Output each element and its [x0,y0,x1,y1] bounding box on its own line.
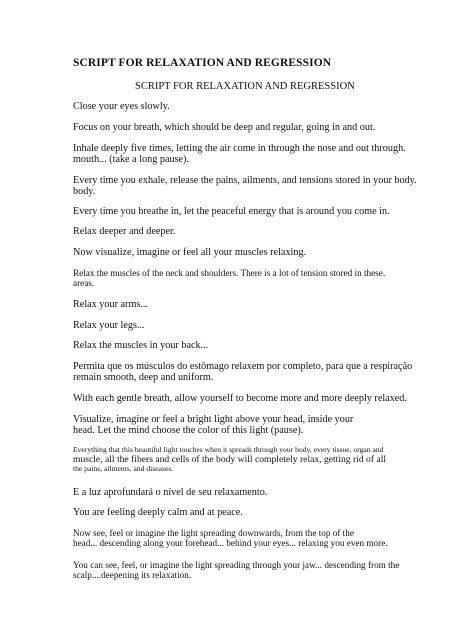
paragraph-line: Inhale deeply five times, letting the air come in through the nose and out through. [73,143,406,154]
paragraph [73,122,413,133]
paragraph [73,175,417,197]
paragraph [73,528,413,548]
paragraph-line: Permita que os músculos do estômago relaxem por completo, para que a respiração [73,361,413,372]
paragraph-line: Everything that this beautiful light touches when it spreads through your body, every tissue, organ and [73,445,384,454]
paragraph-line: head. Let the mind choose the color of this light (pause). [73,425,304,436]
paragraph [73,226,413,237]
paragraph-line: head... descending along your forehead... behind your eyes... relaxing you even more. [73,538,388,548]
paragraph-line: Relax deeper and deeper. [73,226,176,237]
paragraph-line: Relax your legs... [73,320,145,331]
paragraph-line: Visualize, imagine or feel a bright light above your head, inside your [73,414,354,425]
paragraph-line: Every time you exhale, release the pains, ailments, and tensions stored in your body. [73,175,417,186]
paragraph-line: You are feeling deeply calm and at peace. [73,507,243,518]
paragraph-line: Close your eyes slowly. [73,101,170,112]
paragraph [73,247,413,258]
paragraph [73,361,413,383]
paragraph [73,299,413,310]
paragraph [73,206,413,217]
paragraph-line: scalp....deepening its relaxation. [73,570,192,580]
paragraph [73,143,413,165]
document-subtitle: SCRIPT FOR RELAXATION AND REGRESSION [135,81,355,92]
paragraph [73,268,413,288]
paragraph [73,340,413,351]
paragraph [73,101,413,112]
paragraph-line: Focus on your breath, which should be deep and regular, going in and out. [73,122,376,133]
paragraph-line: Now see, feel or imagine the light spreading downwards, from the top of the [73,528,354,538]
paragraph-line: muscle, all the fibers and cells of the body will completely relax, getting rid of all [73,453,387,465]
paragraph-line: E a luz aprofundará o nível de seu relaxamento. [73,487,268,498]
paragraph [73,560,413,580]
paragraph-line: body. [73,186,96,197]
paragraph-line: You can see, feel, or imagine the light spreading through your jaw... descending from the [73,560,400,570]
paragraph [73,414,413,436]
paragraph [73,445,413,474]
paragraph-line: remain smooth, deep and uniform. [73,372,214,383]
paragraph-line: Every time you breathe in, let the peaceful energy that is around you come in. [73,206,390,217]
paragraph [73,393,413,404]
paragraph-line: Now visualize, imagine or feel all your muscles relaxing. [73,247,307,258]
paragraph-line: the pains, ailments, and diseases. [73,464,174,473]
paragraph [73,507,413,518]
paragraph-line: Relax your arms... [73,299,148,310]
document-title: SCRIPT FOR RELAXATION AND REGRESSION [73,57,332,69]
paragraph-line: areas. [73,278,95,288]
paragraph-line: Relax the muscles of the neck and shoulders. There is a lot of tension stored in these. [73,268,386,278]
paragraph-line: Relax the muscles in your back... [73,340,209,351]
paragraph-line: mouth... (take a long pause). [73,154,189,165]
paragraph-line: With each gentle breath, allow yourself to become more and more deeply relaxed. [73,393,407,404]
paragraph [73,320,413,331]
paragraph [73,487,413,498]
